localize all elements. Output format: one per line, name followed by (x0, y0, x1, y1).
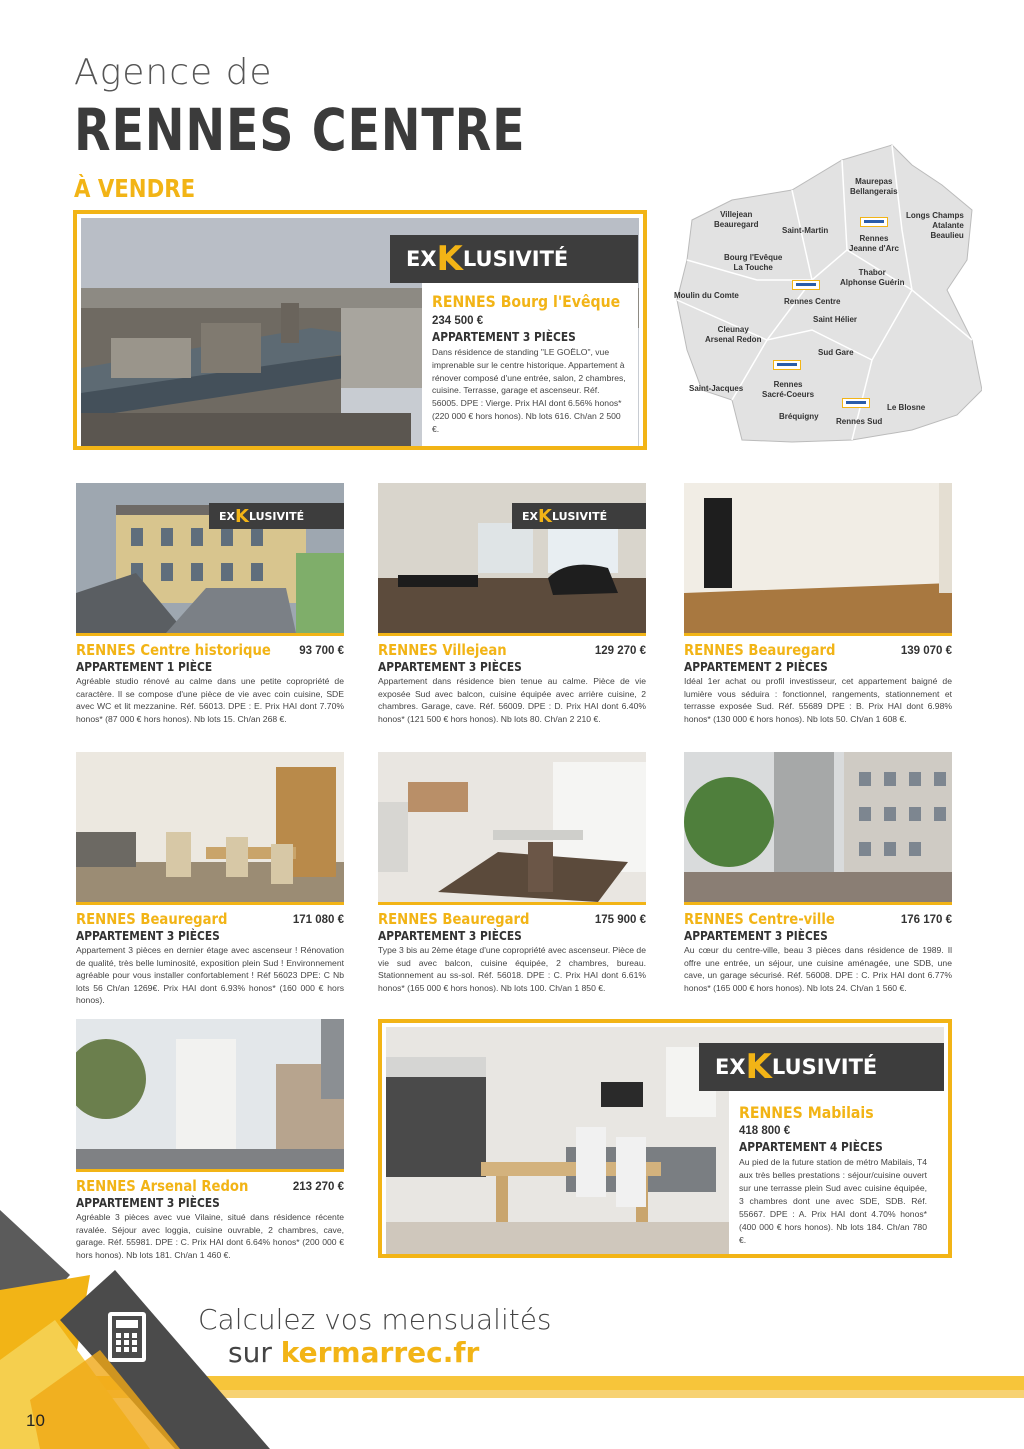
listing-city: RENNES Beauregard (378, 910, 530, 928)
listing-city: RENNES Villejean (378, 641, 507, 659)
calc-heading: Calculez vos mensualités (198, 1303, 552, 1336)
listing-divider (76, 1169, 344, 1172)
exclusivity-k: K (538, 505, 552, 527)
map-agency-badge (792, 280, 820, 290)
listing-desc: Type 3 bis au 2ème étage d'une copropriété avec ascenseur. Pièce de vie sud avec balcon, cuisine équipée, 2 chambres, bureau. Stationnement au ss-sol. Réf. 56018. DPE : C. Prix HAI dont 6.61% honos* (165 000 € hors honos). Nb lots 100. Ch/an 1 850 €. (378, 945, 646, 993)
listing-city: RENNES Arsenal Redon (76, 1177, 249, 1195)
exclusivity-suffix: LUSIVITÉ (551, 509, 608, 523)
featured-price: 234 500 € (432, 315, 484, 327)
listing-price: 176 170 € (900, 914, 952, 926)
exclusivity-badge (390, 235, 638, 283)
listing-type: APPARTEMENT 3 PIÈCES (76, 928, 220, 943)
featured-city: RENNES Bourg l'Evêque (432, 292, 621, 311)
section-label: À VENDRE (74, 174, 196, 203)
exclusivity-prefix: EX (406, 247, 437, 271)
calculator-icon[interactable] (108, 1312, 146, 1362)
map-label: Rennes Sud (836, 417, 883, 426)
listing-photo (684, 483, 952, 633)
map-label: Saint-Jacques (689, 384, 744, 393)
listing-divider (378, 633, 646, 636)
listing-price: 175 900 € (594, 914, 646, 926)
exclusivity-prefix: EX (715, 1055, 746, 1079)
map-label: Bréquigny (779, 412, 819, 421)
site-link[interactable]: kermarrec.fr (280, 1336, 480, 1369)
listing-type: APPARTEMENT 2 PIÈCES (684, 659, 828, 674)
listing-price: 139 070 € (900, 645, 952, 657)
listing-type: APPARTEMENT 3 PIÈCES (684, 928, 828, 943)
exclusivity-k: K (745, 1047, 772, 1087)
exclusivity-prefix: EX (522, 509, 538, 523)
exclusivity-suffix: LUSIVITÉ (248, 509, 305, 523)
page-number: 10 (26, 1411, 45, 1430)
featured2-price: 418 800 € (739, 1125, 791, 1137)
exclusivity-badge (699, 1043, 944, 1091)
map-label: Longs Champs Atalante Beaulieu (906, 211, 964, 240)
listing-city: RENNES Centre historique (76, 641, 271, 659)
map-label: Maurepas Bellangerais (850, 177, 898, 196)
listing-photo (76, 752, 344, 902)
featured-listing[interactable] (73, 210, 647, 450)
map-agency-badge (860, 217, 888, 227)
map-label: Rennes Centre (784, 297, 841, 306)
agency-title: RENNES CENTRE (74, 96, 526, 164)
map-label: Moulin du Comte (674, 291, 739, 300)
featured2-city: RENNES Mabilais (739, 1103, 874, 1122)
featured2-type: APPARTEMENT 4 PIÈCES (739, 1139, 883, 1154)
map-label: Cleunay Arsenal Redon (705, 325, 762, 344)
map-label: Villejean Beauregard (714, 210, 759, 229)
listing-divider (76, 633, 344, 636)
exclusivity-badge (512, 503, 646, 529)
listing-divider (684, 902, 952, 905)
exclusivity-suffix: LUSIVITÉ (462, 247, 569, 271)
calc-subheading (228, 1336, 479, 1369)
district-map (672, 140, 982, 445)
listing-desc: Appartement dans résidence bien tenue au calme. Pièce de vie exposée Sud avec balcon, cuisine équipée avec arrière cuisine, 2 chambres. Garage, cave. Réf. 56009. DPE : D. Prix HAI dont 6.40% honos* (121 500 € hors honos). Nb lots 80. Ch/an 2 210 €. (378, 676, 646, 724)
listing-photo (378, 752, 646, 902)
exclusivity-prefix: EX (219, 509, 235, 523)
map-label: Rennes Sacré-Coeurs (762, 380, 815, 399)
listing-type: APPARTEMENT 3 PIÈCES (76, 1195, 220, 1210)
exclusivity-k: K (235, 505, 249, 527)
map-label: Sud Gare (818, 348, 854, 357)
listing-type: APPARTEMENT 3 PIÈCES (378, 659, 522, 674)
listing-desc: Agréable 3 pièces avec vue Vilaine, situé dans résidence récente ravalée. Séjour avec loggia, cuisine ouvrable, 2 chambres, cave, garage. Réf. 55981. DPE : C. Prix HAI dont 6.64% honos* (200 000 € hors honos). Nb lots 181. Ch/an 1 460 €. (76, 1212, 344, 1260)
map-label: Rennes Jeanne d'Arc (849, 234, 899, 253)
map-agency-badge (773, 360, 801, 370)
listing-city: RENNES Beauregard (684, 641, 836, 659)
map-label: Saint Hélier (813, 315, 858, 324)
listing-photo (76, 1019, 344, 1169)
listing-price: 93 700 € (299, 645, 344, 657)
listing-photo (684, 752, 952, 902)
listing-desc: Au cœur du centre-ville, beau 3 pièces dans résidence de 1989. Il offre une entrée, un séjour, une cuisine aménagée, une SDB, une cave, un garage sécurisé. Réf. 56008. DPE : C. Prix HAI dont 6.77% honos* (165 000 € hors honos). Nb lots 24. Ch/an 1 560 €. (684, 945, 952, 993)
listing-divider (684, 633, 952, 636)
listing-price: 213 270 € (292, 1181, 344, 1193)
listing-divider (378, 902, 646, 905)
listing-divider (76, 902, 344, 905)
listing-type: APPARTEMENT 3 PIÈCES (378, 928, 522, 943)
exclusivity-k: K (436, 239, 463, 279)
calc-prefix: sur (228, 1336, 272, 1369)
map-label: Saint-Martin (782, 226, 829, 235)
listing-desc: Idéal 1er achat ou profil investisseur, cet appartement baigné de lumière vous séduira : fonctionnel, rangements, stationnement et terrasse exposée Sud. Réf. 55689 DPE : B. Prix HAI dont 6.98% honos* (130 000 € hors honos). Nb lots 50. Ch/an 1 608 €. (684, 676, 952, 724)
map-agency-badge (842, 398, 870, 408)
listing-desc: Agréable studio rénové au calme dans une petite copropriété de caractère. Il se compose d'une pièce de vie avec coin cuisine, SDE avec WC et lit mezzanine. Réf. 56013. DPE : E. Prix HAI dont 7.70% honos* (87 000 € hors honos). Nb lots 15. Ch/an 268 €. (76, 676, 344, 724)
listing-price: 171 080 € (292, 914, 344, 926)
featured-desc: Dans résidence de standing "LE GOËLO", vue imprenable sur le centre historique. Appartement à rénover composé d'une entrée, salon, 2 chambres, cuisine. Terrasse, garage et ascenseur. Réf. 56005. DPE : Vierge. Prix HAI dont 6.56% honos* (220 000 € hors honos). Nb lots 616. Ch/an 2 500 €. (432, 347, 626, 434)
listing-city: RENNES Beauregard (76, 910, 228, 928)
map-label: Bourg l'Evêque La Touche (724, 253, 783, 272)
map-label: Le Blosne (887, 403, 926, 412)
map-label: Thabor Alphonse Guérin (840, 268, 905, 287)
agency-prefix: Agence de (74, 52, 273, 93)
listing-type: APPARTEMENT 1 PIÈCE (76, 659, 213, 674)
exclusivity-suffix: LUSIVITÉ (771, 1055, 878, 1079)
listing-city: RENNES Centre-ville (684, 910, 835, 928)
featured2-desc: Au pied de la future station de métro Mabilais, T4 aux très belles prestations : séjour/cuisine ouvert sur une terrasse plein Sud avec cuisine équipée, 3 chambres dont une avec SDE, SDB. Réf. 55667. DPE : A. Prix HAI dont 4.70% honos* (400 000 € hors honos). Nb lots 184. Ch/an 780 €. (739, 1157, 927, 1245)
exclusivity-badge (209, 503, 344, 529)
featured-type: APPARTEMENT 3 PIÈCES (432, 329, 576, 344)
listing-price: 129 270 € (594, 645, 646, 657)
listing-desc: Appartement 3 pièces en dernier étage avec ascenseur ! Rénovation de qualité, très belle luminosité, exposition plein Sud ! Environnement agréable pour vous installer confortablement ! Réf 56023 DPE: C Nb lots 56 Ch/an 1269€. Prix HAI dont 6.93% honos* (160 000 € hors honos). (76, 945, 344, 1006)
